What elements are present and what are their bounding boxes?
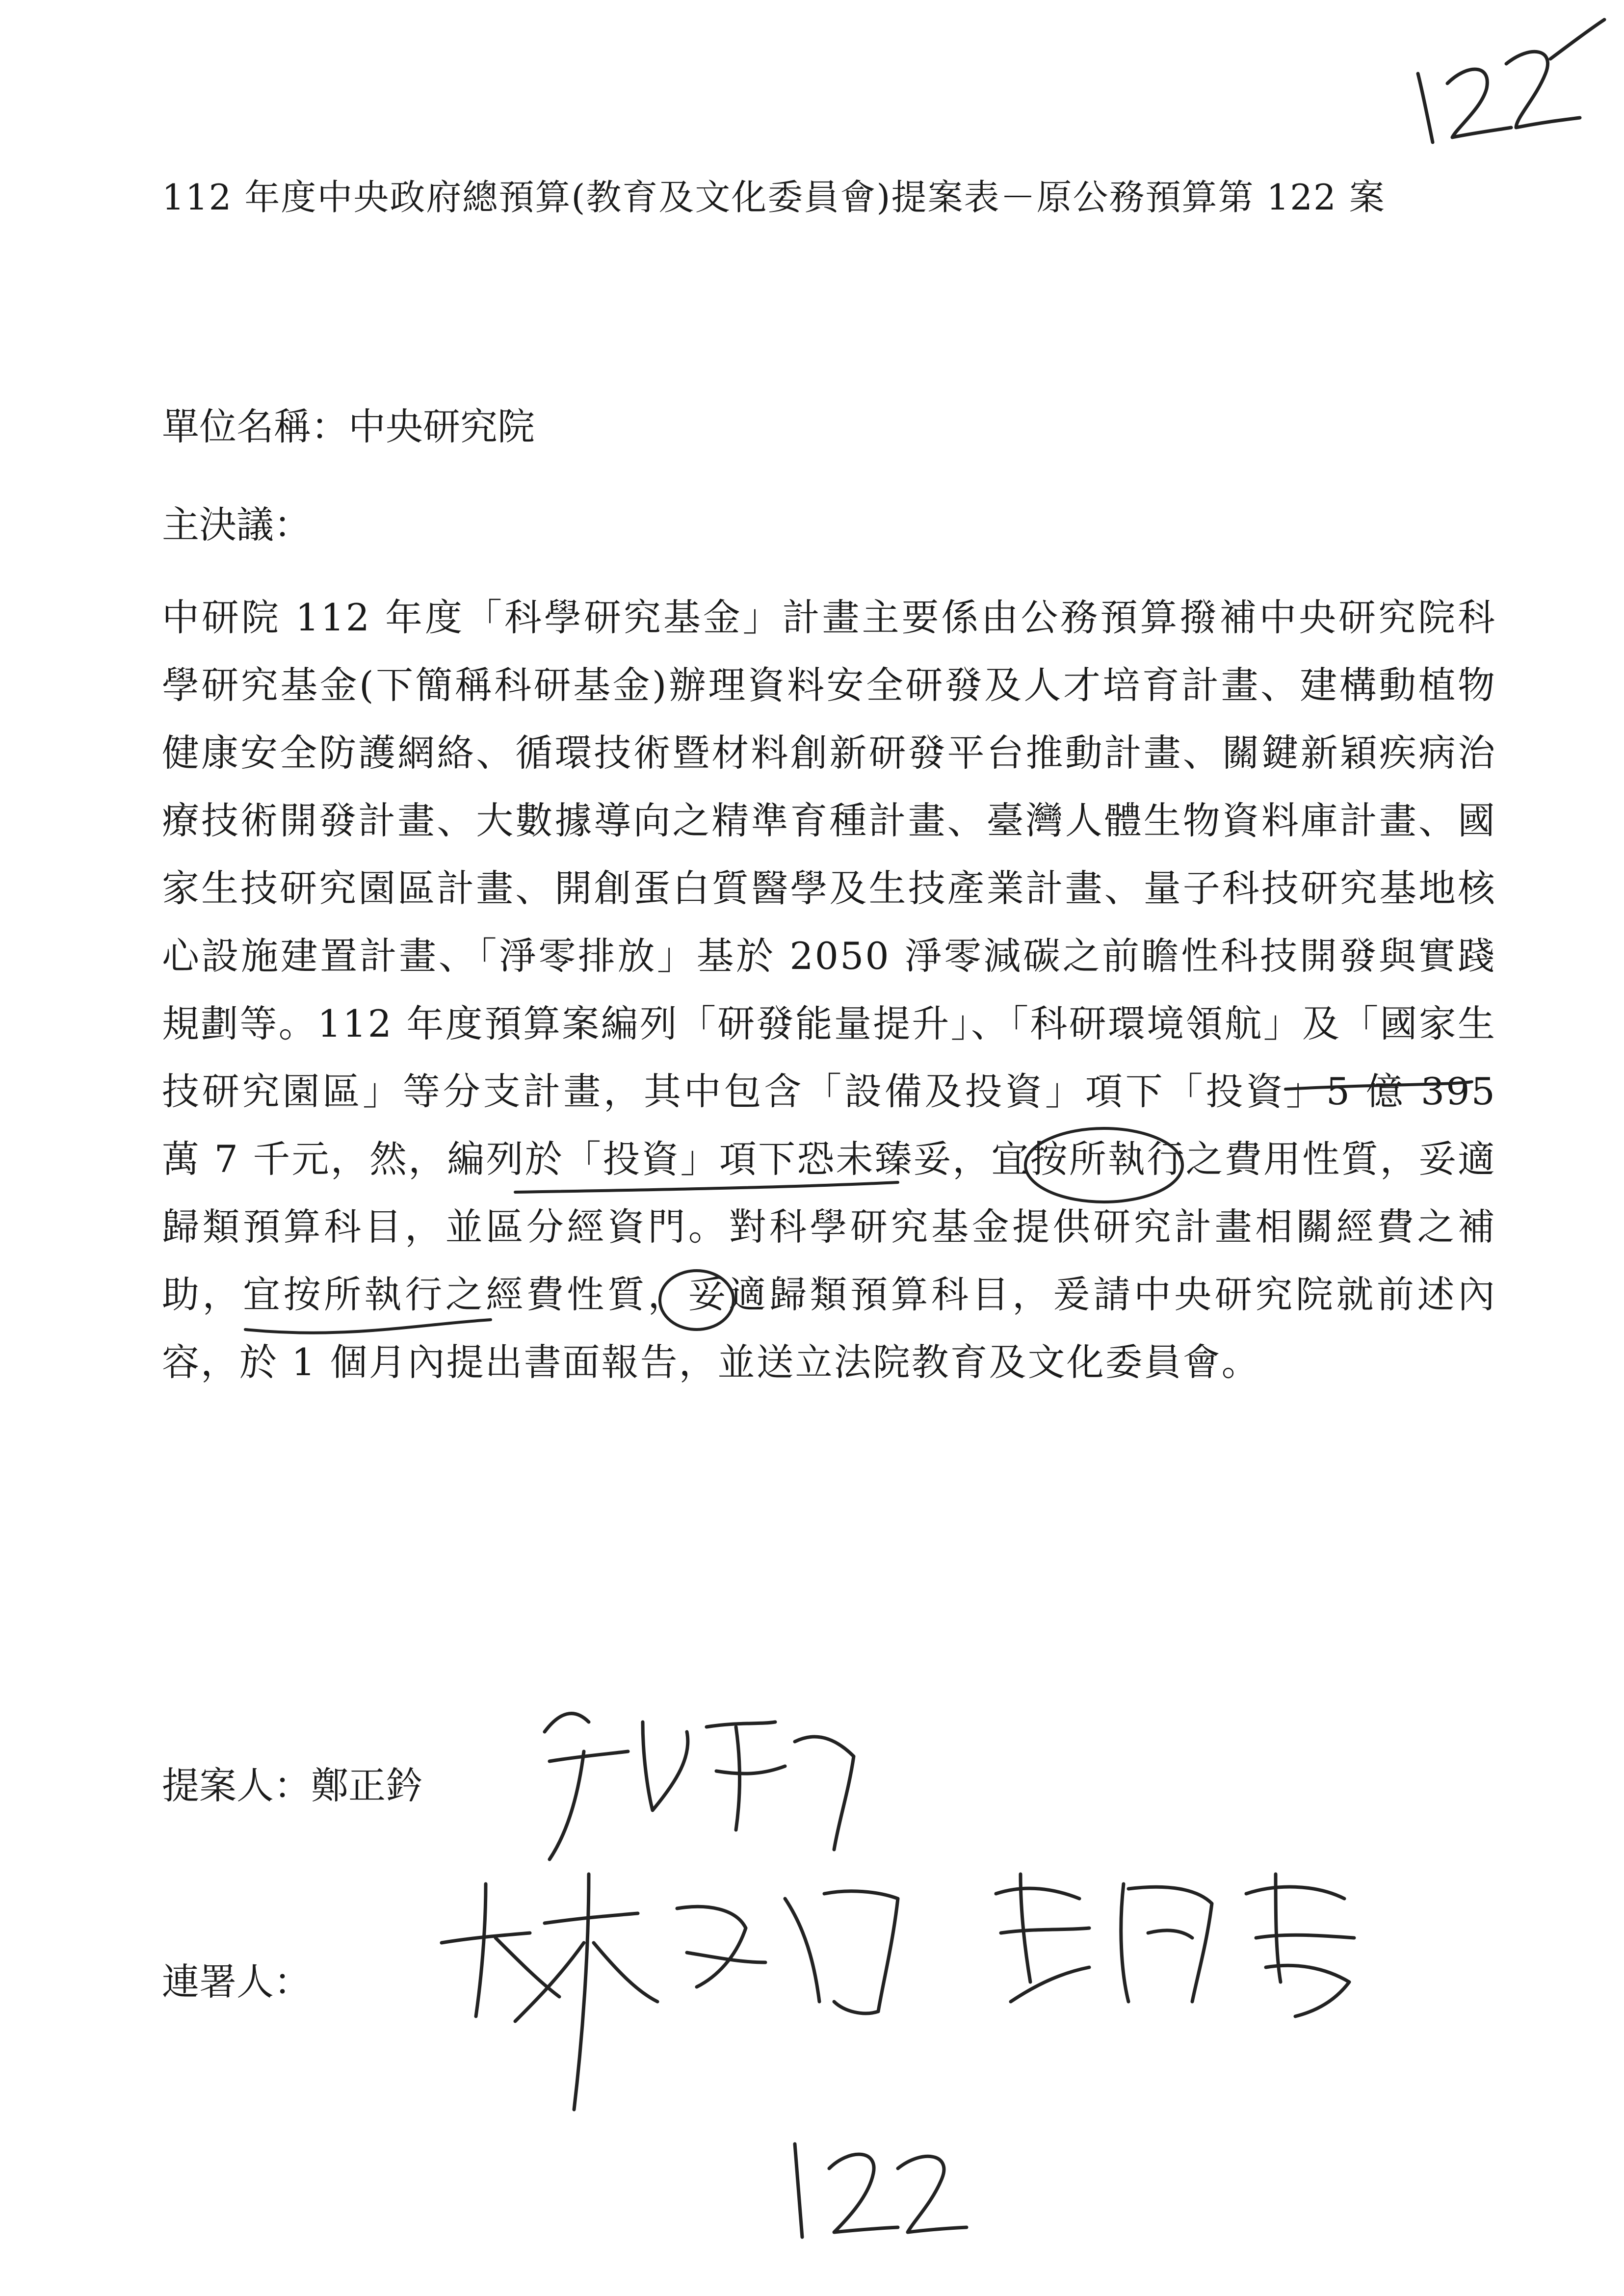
unit-name-value: 中央研究院 [348,405,535,448]
cosigner-line [162,1953,311,2011]
cosigner-label: 連署人： [162,1960,311,2004]
proposer-signature [530,1683,873,1879]
proposer-line [162,1756,423,1815]
cosigner-signature-1 [432,1854,922,2129]
handwritten-footer-number [775,2124,971,2247]
unit-name-line [162,397,535,456]
proposer-name: 鄭正鈐 [311,1764,423,1807]
document-title: 112 年度中央政府總預算(教育及文化委員會)提案表－原公務預算第 122 案 [162,177,1386,218]
cosigner-signature-2 [981,1854,1374,2031]
main-resolution-label: 主決議： [162,503,311,547]
unit-name-label: 單位名稱： [162,405,348,448]
proposer-label: 提案人： [162,1764,311,1807]
resolution-body-text: 中研院 112 年度「科學研究基金」計畫主要係由公務預算撥補中央研究院科學研究基金(下簡稱科研基金)辦理資料安全研發及人才培育計畫、建構動植物健康安全防護網絡、循環技術暨材料創新研發平台推動計畫、關鍵新穎疾病治療技術開發計畫、大數據導向之精準育種計畫、臺灣人體生物資料庫計畫、國家生技研究園區計畫、開創蛋白質醫學及生技產業計畫、量子科技研究基地核心設施建置計畫、「淨零排放」基於 2050 淨零減碳之前瞻性科技開發與實踐規劃等。112 年度預算案編列「研發能量提升」、「科研環境領航」及「國家生技研究園區」等分支計畫，其中包含「設備及投資」項下「投資」5 億 395 萬 7 千元，然，編列於「投資」項下恐未臻妥，宜按所執行之費用性質，妥適歸類預算科目，並區分經資門。對科學研究基金提供研究計畫相關經費之補助，宜按所執行之經費性質，妥適歸類預算科目，爰請中央研究院就前述內容，於 1 個月內提出書面報告，並送立法院教育及文化委員會。 [162,596,1496,1384]
handwritten-page-number [1403,10,1609,157]
